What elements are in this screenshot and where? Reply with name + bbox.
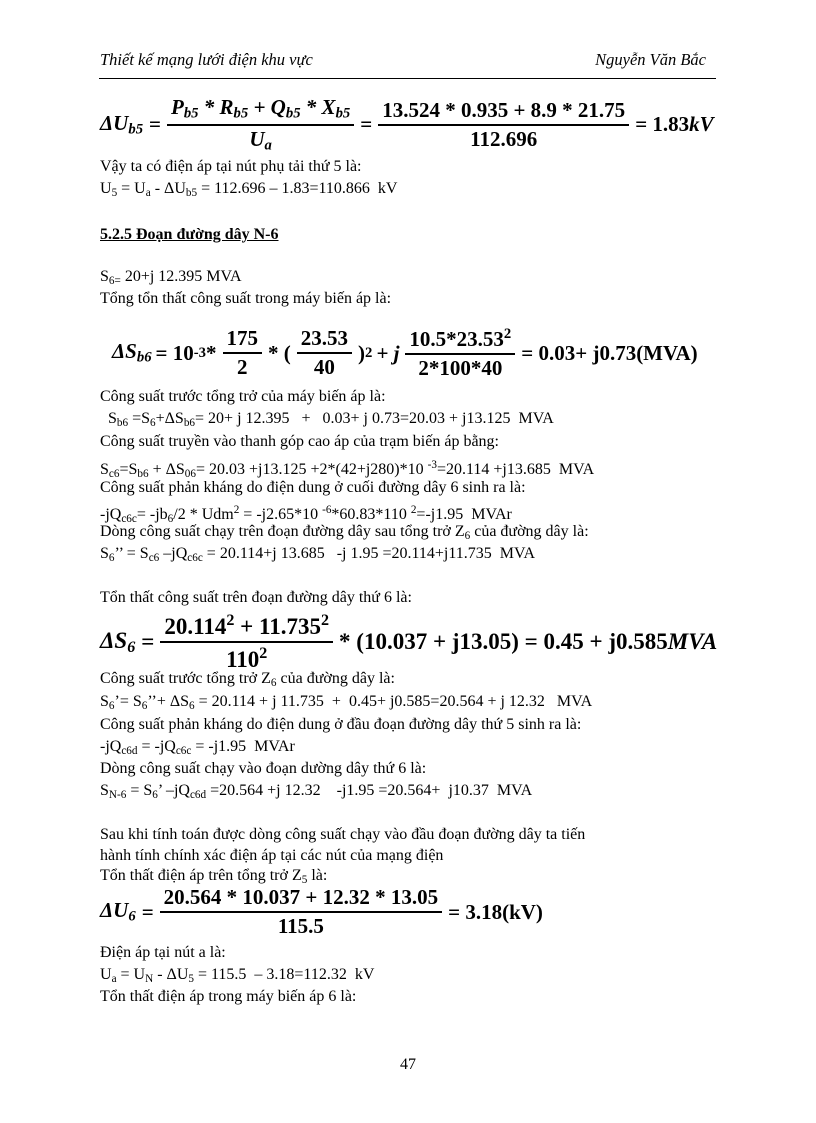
text-line: $S_6’=$ $S_6’’+ \Delta S_6 = 20.114 + j$ 11.735 + 0.45+ j0.585=20.564 + j 12.32 MVA xyxy=(100,693,593,712)
text-line: Vậy ta có điện áp tại nút phụ tải thứ 5 là: xyxy=(100,158,362,175)
text-line: Tổn thất công suất trên đoạn đường dây thứ 6 là: xyxy=(100,589,412,606)
section-title: 5.2.5 Đoạn đường dây N-6 xyxy=(100,226,279,243)
text-line: $-jQ_{c6d} = -jQ_{c6c} = -j1.95$ MVAr xyxy=(100,738,295,757)
text-line: $S_{c6}=S_{b6} + \Delta S_{06}= 20.03 +j13.125 +2*(42+j280)*10$ $^{-3}$=20.114 +j13.685 MVA xyxy=(100,459,595,480)
page-number: 47 xyxy=(400,1056,416,1073)
text-line: Công suất trước tổng trở $Z_6$ của đường dây là: xyxy=(100,670,395,689)
text-line: Dòng công suất chạy trên đoạn đường dây sau tổng trở $Z_6$ của đường dây là: xyxy=(100,523,589,542)
text-line: Công suất phản kháng do điện dung ở cuối đường dây 6 sinh ra là: xyxy=(100,479,526,496)
text-line: $-jQ_{c6c}= -jb_6/2 * Udm^2 = -j2.65*10$ $^{-6}$*60.83*110 $^2$=-j1.95 MVAr xyxy=(100,504,512,525)
text-line: $S_{6=}$ 20+j 12.395 MVA xyxy=(100,268,242,287)
header-title: Thiết kế mạng lưới điện khu vực xyxy=(100,50,313,69)
text-line: Tổn thất điện áp trong máy biến áp 6 là: xyxy=(100,988,357,1005)
text-line: Dòng công suất chạy vào đoạn dường dây thứ 6 là: xyxy=(100,760,427,777)
text-line: Công suất phản kháng do điện dung ở đầu đoạn đường dây thứ 5 sinh ra là: xyxy=(100,716,582,733)
text-line: Sau khi tính toán được dòng công suất chạy vào đầu đoạn đường dây ta tiến xyxy=(100,826,586,843)
text-line: Tổng tổn thất công suất trong máy biến áp là: xyxy=(100,290,392,307)
text-line: $S_{N-6} = S_6$’ $-jQ_{c6d} =20.564 +j$ 12.32 -j1.95 =20.564+ j10.37 MVA xyxy=(100,782,533,801)
text-line: $U_a = U_N - \Delta U_5 = 115.5 - 3.18=112.32$ kV xyxy=(100,966,375,985)
header-rule xyxy=(99,78,716,79)
equation-delta-u-6: $\Delta U_6$ = $\frac{20.564 * 10.037 + 12.32 * 13.05}{115.5}$ = 3.18(kV) xyxy=(100,885,543,939)
text-line: $S_6$’’ = $S_{c6}$ $-jQ_{c6c} = 20.114+j$ 13.685 -j 1.95 =20.114+j11.735 MVA xyxy=(100,545,536,564)
equation-delta-s-6: $\Delta S_6$ = $\frac{20.114^2 + 11.735^2}{110^2}$ * (10.037 + j13.05) = 0.45 + j0.585 MVA xyxy=(100,612,718,672)
equation-delta-u-b5: $\Delta U_{b5}$ = $\frac{P_{b5} * R_{b5} + Q_{b5} * X_{b5}}{U_a}$ = $\frac{13.524 * 0.935 + 8.9 * 21.75}{112.696}$ = 1.83 kV xyxy=(100,95,714,154)
text-line: hành tính chính xác điện áp tại các nút của mạng điện xyxy=(100,847,444,864)
header-author: Nguyễn Văn Bắc xyxy=(595,50,706,69)
text-line: $U_5 = U_a - \Delta U_{b5} = 112.696 - 1.83=110.866$ kV xyxy=(100,180,398,199)
text-line: Công suất trước tổng trở của máy biến áp là: xyxy=(100,388,386,405)
equation-delta-s-b6: $\Delta S_{b6}$ = 10 -3 * $\frac{175}{2}$ * ( $\frac{23.53}{40}$ ) 2 + j $\frac{10.5*23.53^2}{2*100*40}$ = 0.03+ j0.73(MVA) xyxy=(112,326,698,381)
text-line: Điện áp tại nút a là: xyxy=(100,944,226,961)
text-line: Công suất truyền vào thanh góp cao áp của trạm biến áp bằng: xyxy=(100,433,499,450)
text-line: $S_{b6} =S_6+\Delta S_{b6}= 20+ j$ 12.395 + 0.03+ j 0.73=20.03 + j13.125 MVA xyxy=(100,410,554,429)
text-line: Tổn thất điện áp trên tổng trở $Z_5$ là: xyxy=(100,867,328,886)
